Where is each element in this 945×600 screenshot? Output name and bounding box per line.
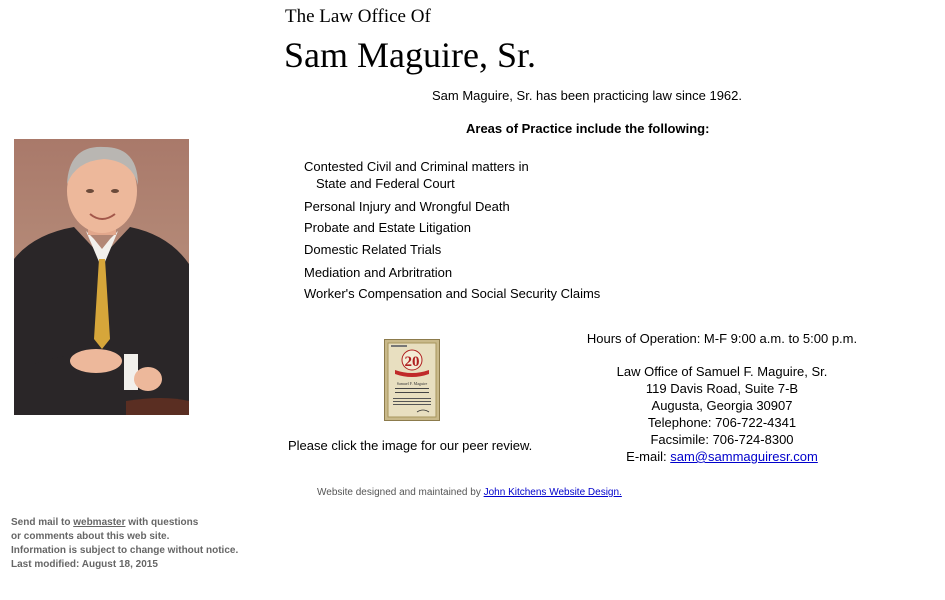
practice-item: Contested Civil and Criminal matters in bbox=[304, 159, 529, 174]
practice-item: Personal Injury and Wrongful Death bbox=[304, 199, 510, 214]
footer-send-mail-text: Send mail to bbox=[11, 517, 71, 528]
address-line-2: Augusta, Georgia 30907 bbox=[651, 398, 793, 413]
webmaster-link[interactable]: webmaster bbox=[73, 517, 126, 528]
last-modified: Last modified: August 18, 2015 bbox=[11, 559, 158, 570]
site-credit bbox=[317, 487, 622, 498]
footer-questions-text: with questions bbox=[128, 517, 199, 528]
footer-line-1 bbox=[11, 516, 238, 530]
contact-block bbox=[572, 330, 872, 465]
award-plaque-image bbox=[385, 340, 439, 420]
portrait-image bbox=[14, 139, 189, 415]
designer-link[interactable]: John Kitchens Website Design. bbox=[483, 487, 622, 498]
peer-review-caption: Please click the image for our peer review. bbox=[288, 438, 533, 453]
telephone: Telephone: 706-722-4341 bbox=[647, 415, 797, 430]
hours-text: Hours of Operation: M-F 9:00 a.m. to 5:00 p.m. bbox=[586, 331, 858, 346]
practice-item: Domestic Related Trials bbox=[304, 242, 442, 257]
footer bbox=[11, 516, 238, 572]
practice-item: Probate and Estate Litigation bbox=[304, 220, 471, 235]
award-number: 20 bbox=[404, 354, 420, 370]
award-name: Samuel F. Maguire bbox=[396, 381, 428, 386]
footer-disclaimer: Information is subject to change without notice. bbox=[11, 545, 239, 556]
practice-item: Worker's Compensation and Social Security Claims bbox=[304, 286, 601, 301]
areas-heading: Areas of Practice include the following: bbox=[466, 121, 710, 136]
practice-item: Mediation and Arbritration bbox=[304, 265, 453, 280]
page-subtitle: The Law Office Of bbox=[285, 6, 431, 27]
email-line bbox=[572, 448, 872, 465]
peer-review-award-link[interactable] bbox=[384, 339, 440, 421]
office-name: Law Office of Samuel F. Maguire, Sr. bbox=[616, 364, 828, 379]
attorney-portrait bbox=[14, 139, 189, 415]
email-link[interactable]: sam@sammaguiresr.com bbox=[670, 449, 818, 464]
practice-item: State and Federal Court bbox=[316, 176, 455, 191]
intro-text: Sam Maguire, Sr. has been practicing law since 1962. bbox=[432, 88, 743, 103]
credit-text: Website designed and maintained by bbox=[317, 487, 481, 498]
facsimile: Facsimile: 706-724-8300 bbox=[650, 432, 794, 447]
address-line-1: 119 Davis Road, Suite 7-B bbox=[645, 381, 799, 396]
footer-line-2: or comments about this web site. bbox=[11, 531, 170, 542]
page-title: Sam Maguire, Sr. bbox=[284, 35, 536, 75]
email-label: E-mail: bbox=[626, 449, 667, 464]
